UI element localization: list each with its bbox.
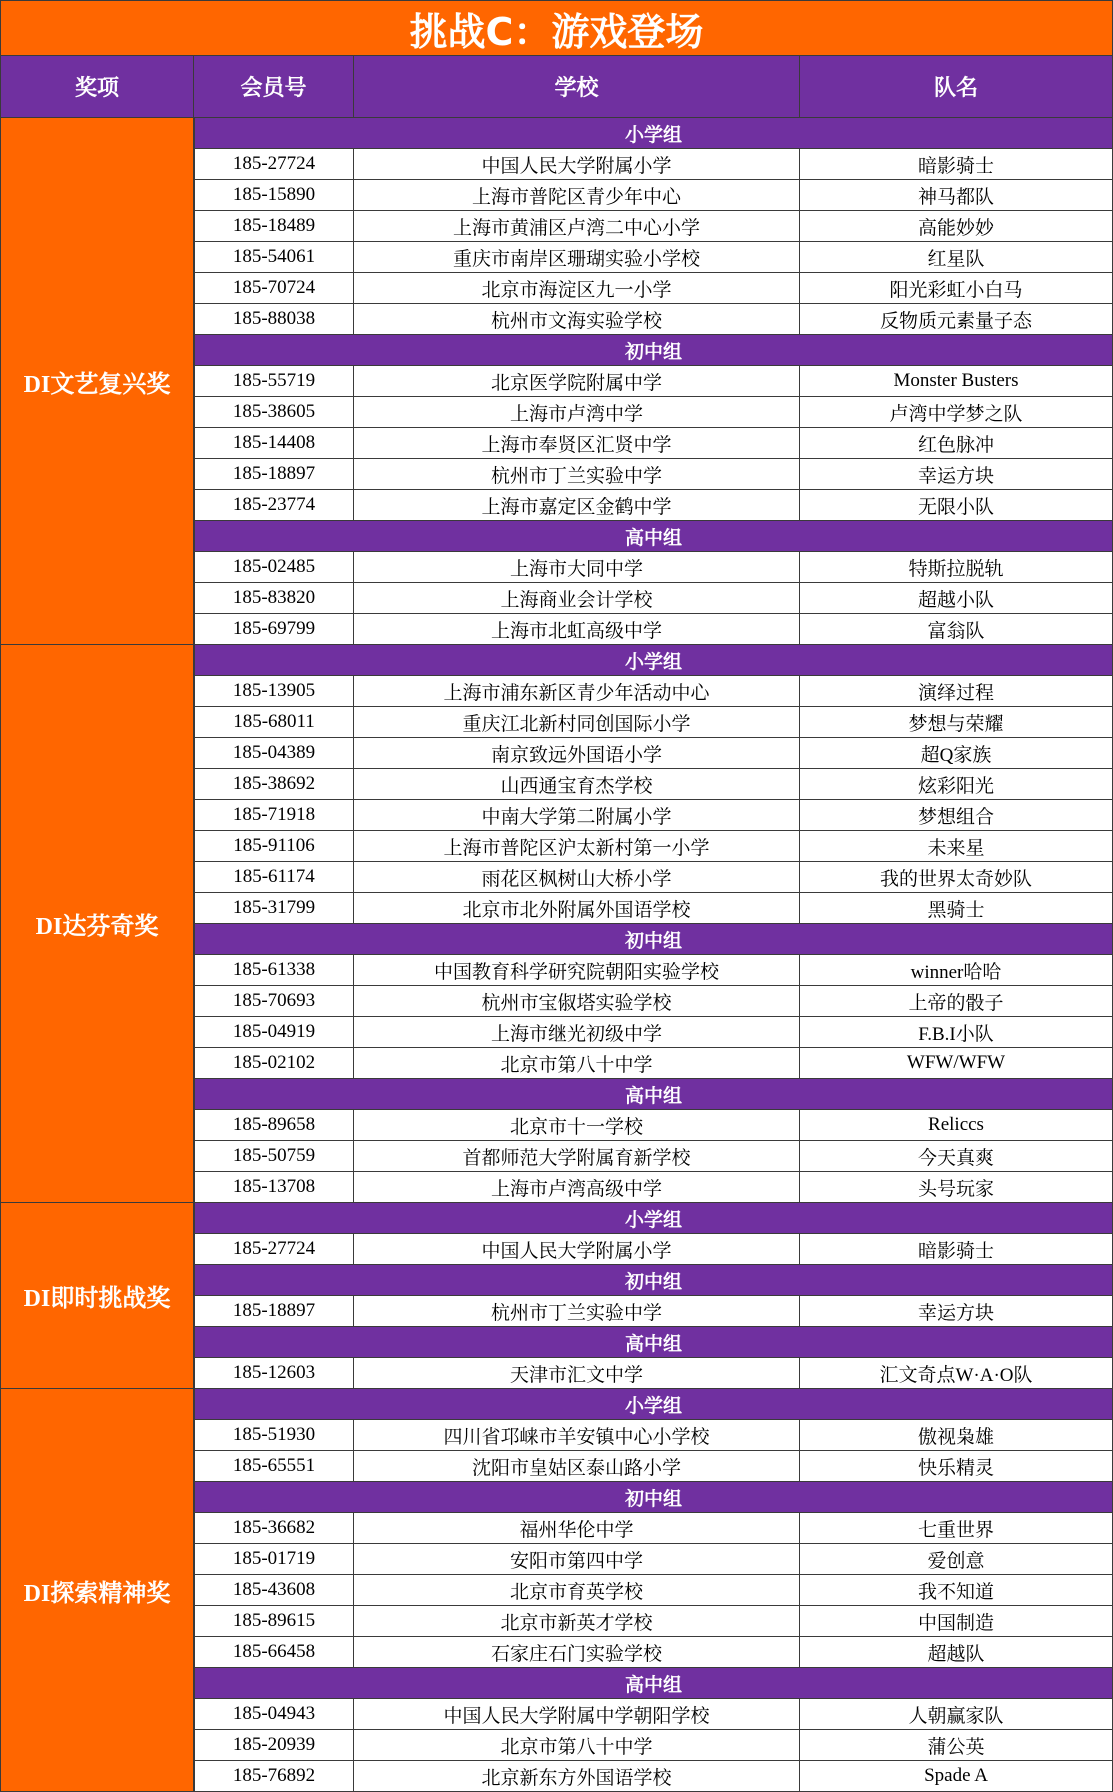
member-id-cell: 185-83820 [194,583,354,614]
table-row [194,1606,1113,1637]
table-row [194,149,1113,180]
member-id-cell: 185-18897 [194,1296,354,1327]
school-cell: 上海市大同中学 [354,552,800,583]
page-title: 挑战C：游戏登场 [0,0,1113,56]
member-id-cell: 185-13905 [194,676,354,707]
team-cell: 红星队 [800,242,1113,273]
table-row [194,1637,1113,1668]
table-row [194,459,1113,490]
school-cell: 上海市普陀区沪太新村第一小学 [354,831,800,862]
table-row [194,273,1113,304]
team-cell: Monster Busters [800,366,1113,397]
table-row [194,242,1113,273]
member-id-cell: 185-51930 [194,1420,354,1451]
school-cell: 福州华伦中学 [354,1513,800,1544]
member-id-cell: 185-61338 [194,955,354,986]
school-cell: 上海市北虹高级中学 [354,614,800,645]
school-cell: 北京市新英才学校 [354,1606,800,1637]
team-cell: 特斯拉脱轨 [800,552,1113,583]
table-row [194,800,1113,831]
team-cell: Reliccs [800,1110,1113,1141]
table-row [194,1141,1113,1172]
school-cell: 四川省邛崃市羊安镇中心小学校 [354,1420,800,1451]
table-row [194,211,1113,242]
member-id-cell: 185-18897 [194,459,354,490]
school-cell: 重庆江北新村同创国际小学 [354,707,800,738]
school-cell: 北京市第八十中学 [354,1730,800,1761]
award-name-cell: DI即时挑战奖 [0,1203,194,1389]
table-row [194,893,1113,924]
team-cell: 汇文奇点W·A·O队 [800,1358,1113,1389]
table-row [194,1048,1113,1079]
team-cell: 上帝的骰子 [800,986,1113,1017]
table-row [194,583,1113,614]
header-school: 学校 [354,56,800,118]
member-id-cell: 185-91106 [194,831,354,862]
school-cell: 天津市汇文中学 [354,1358,800,1389]
group-header: 小学组 [194,1203,1113,1234]
table-row [194,490,1113,521]
award-name-cell: DI探索精神奖 [0,1389,194,1792]
member-id-cell: 185-76892 [194,1761,354,1792]
team-cell: 梦想组合 [800,800,1113,831]
member-id-cell: 185-01719 [194,1544,354,1575]
team-cell: 暗影骑士 [800,1234,1113,1265]
school-cell: 中国人民大学附属小学 [354,149,800,180]
table-header [0,56,1113,118]
award-name-cell: DI文艺复兴奖 [0,118,194,645]
table-row [194,1420,1113,1451]
table-row [194,831,1113,862]
school-cell: 北京医学院附属中学 [354,366,800,397]
team-cell: 未来星 [800,831,1113,862]
member-id-cell: 185-04389 [194,738,354,769]
school-cell: 上海商业会计学校 [354,583,800,614]
school-cell: 上海市卢湾中学 [354,397,800,428]
school-cell: 北京市育英学校 [354,1575,800,1606]
school-cell: 北京市海淀区九一小学 [354,273,800,304]
team-cell: 超Q家族 [800,738,1113,769]
team-cell: 高能妙妙 [800,211,1113,242]
member-id-cell: 185-50759 [194,1141,354,1172]
team-cell: 我不知道 [800,1575,1113,1606]
group-header: 小学组 [194,118,1113,149]
school-cell: 安阳市第四中学 [354,1544,800,1575]
school-cell: 上海市嘉定区金鹤中学 [354,490,800,521]
table-row [194,614,1113,645]
school-cell: 北京新东方外国语学校 [354,1761,800,1792]
table-row [194,955,1113,986]
table-row [194,1575,1113,1606]
header-member-id: 会员号 [194,56,354,118]
team-cell: 卢湾中学梦之队 [800,397,1113,428]
member-id-cell: 185-02485 [194,552,354,583]
school-cell: 北京市第八十中学 [354,1048,800,1079]
group-header: 高中组 [194,1668,1113,1699]
member-id-cell: 185-04943 [194,1699,354,1730]
member-id-cell: 185-61174 [194,862,354,893]
member-id-cell: 185-69799 [194,614,354,645]
table-row [194,1761,1113,1792]
group-header: 小学组 [194,1389,1113,1420]
member-id-cell: 185-88038 [194,304,354,335]
member-id-cell: 185-27724 [194,1234,354,1265]
member-id-cell: 185-04919 [194,1017,354,1048]
school-cell: 杭州市文海实验学校 [354,304,800,335]
table-row [194,366,1113,397]
school-cell: 杭州市丁兰实验中学 [354,1296,800,1327]
school-cell: 上海市浦东新区青少年活动中心 [354,676,800,707]
member-id-cell: 185-55719 [194,366,354,397]
school-cell: 石家庄石门实验学校 [354,1637,800,1668]
group-header: 初中组 [194,335,1113,366]
team-cell: 我的世界太奇妙队 [800,862,1113,893]
member-id-cell: 185-43608 [194,1575,354,1606]
table-row [194,1110,1113,1141]
table-row [194,1234,1113,1265]
team-cell: 幸运方块 [800,459,1113,490]
school-cell: 雨花区枫树山大桥小学 [354,862,800,893]
school-cell: 北京市北外附属外国语学校 [354,893,800,924]
header-award: 奖项 [0,56,194,118]
table-row [194,1513,1113,1544]
table-row [194,1358,1113,1389]
table-row [194,1017,1113,1048]
member-id-cell: 185-70693 [194,986,354,1017]
group-header: 初中组 [194,1482,1113,1513]
team-cell: winner哈哈 [800,955,1113,986]
team-cell: 暗影骑士 [800,149,1113,180]
table-row [194,1296,1113,1327]
header-team: 队名 [800,56,1113,118]
table-row [194,1544,1113,1575]
team-cell: 人朝赢家队 [800,1699,1113,1730]
team-cell: 红色脉冲 [800,428,1113,459]
school-cell: 杭州市丁兰实验中学 [354,459,800,490]
member-id-cell: 185-36682 [194,1513,354,1544]
member-id-cell: 185-23774 [194,490,354,521]
group-header: 高中组 [194,1079,1113,1110]
team-cell: 傲视枭雄 [800,1420,1113,1451]
table-row [194,180,1113,211]
member-id-cell: 185-18489 [194,211,354,242]
member-id-cell: 185-66458 [194,1637,354,1668]
member-id-cell: 185-70724 [194,273,354,304]
school-cell: 南京致远外国语小学 [354,738,800,769]
member-id-cell: 185-15890 [194,180,354,211]
member-id-cell: 185-38605 [194,397,354,428]
table-row [194,738,1113,769]
team-cell: 无限小队 [800,490,1113,521]
school-cell: 山西通宝育杰学校 [354,769,800,800]
group-header: 初中组 [194,924,1113,955]
table-row [194,1172,1113,1203]
team-cell: 快乐精灵 [800,1451,1113,1482]
member-id-cell: 185-89658 [194,1110,354,1141]
team-cell: Spade A [800,1761,1113,1792]
school-cell: 上海市普陀区青少年中心 [354,180,800,211]
school-cell: 上海市黄浦区卢湾二中心小学 [354,211,800,242]
member-id-cell: 185-13708 [194,1172,354,1203]
team-cell: 头号玩家 [800,1172,1113,1203]
member-id-cell: 185-68011 [194,707,354,738]
school-cell: 重庆市南岸区珊瑚实验小学校 [354,242,800,273]
team-cell: 阳光彩虹小白马 [800,273,1113,304]
team-cell: 富翁队 [800,614,1113,645]
group-header: 高中组 [194,1327,1113,1358]
school-cell: 中国教育科学研究院朝阳实验学校 [354,955,800,986]
team-cell: 爱创意 [800,1544,1113,1575]
team-cell: 今天真爽 [800,1141,1113,1172]
member-id-cell: 185-27724 [194,149,354,180]
member-id-cell: 185-20939 [194,1730,354,1761]
table-row [194,707,1113,738]
team-cell: 演绎过程 [800,676,1113,707]
member-id-cell: 185-14408 [194,428,354,459]
table-row [194,304,1113,335]
table-row [194,676,1113,707]
group-header: 小学组 [194,645,1113,676]
member-id-cell: 185-65551 [194,1451,354,1482]
team-cell: 反物质元素量子态 [800,304,1113,335]
team-cell: 超越队 [800,1637,1113,1668]
award-name-cell: DI达芬奇奖 [0,645,194,1203]
member-id-cell: 185-31799 [194,893,354,924]
group-header: 初中组 [194,1265,1113,1296]
school-cell: 上海市卢湾高级中学 [354,1172,800,1203]
member-id-cell: 185-54061 [194,242,354,273]
team-cell: 七重世界 [800,1513,1113,1544]
table-row [194,769,1113,800]
school-cell: 北京市十一学校 [354,1110,800,1141]
member-id-cell: 185-38692 [194,769,354,800]
table-row [194,1699,1113,1730]
team-cell: 炫彩阳光 [800,769,1113,800]
school-cell: 中南大学第二附属小学 [354,800,800,831]
team-cell: 梦想与荣耀 [800,707,1113,738]
school-cell: 杭州市宝俶塔实验学校 [354,986,800,1017]
table-row [194,986,1113,1017]
school-cell: 中国人民大学附属小学 [354,1234,800,1265]
team-cell: 蒲公英 [800,1730,1113,1761]
team-cell: 黑骑士 [800,893,1113,924]
team-cell: 中国制造 [800,1606,1113,1637]
member-id-cell: 185-71918 [194,800,354,831]
table-row [194,397,1113,428]
member-id-cell: 185-02102 [194,1048,354,1079]
school-cell: 中国人民大学附属中学朝阳学校 [354,1699,800,1730]
team-cell: WFW/WFW [800,1048,1113,1079]
team-cell: F.B.I小队 [800,1017,1113,1048]
table-row [194,1451,1113,1482]
table-row [194,428,1113,459]
school-cell: 上海市奉贤区汇贤中学 [354,428,800,459]
team-cell: 幸运方块 [800,1296,1113,1327]
team-cell: 超越小队 [800,583,1113,614]
member-id-cell: 185-12603 [194,1358,354,1389]
member-id-cell: 185-89615 [194,1606,354,1637]
school-cell: 沈阳市皇姑区泰山路小学 [354,1451,800,1482]
table-row [194,552,1113,583]
table-row [194,862,1113,893]
table-row [194,1730,1113,1761]
school-cell: 首都师范大学附属育新学校 [354,1141,800,1172]
team-cell: 神马都队 [800,180,1113,211]
school-cell: 上海市继光初级中学 [354,1017,800,1048]
group-header: 高中组 [194,521,1113,552]
